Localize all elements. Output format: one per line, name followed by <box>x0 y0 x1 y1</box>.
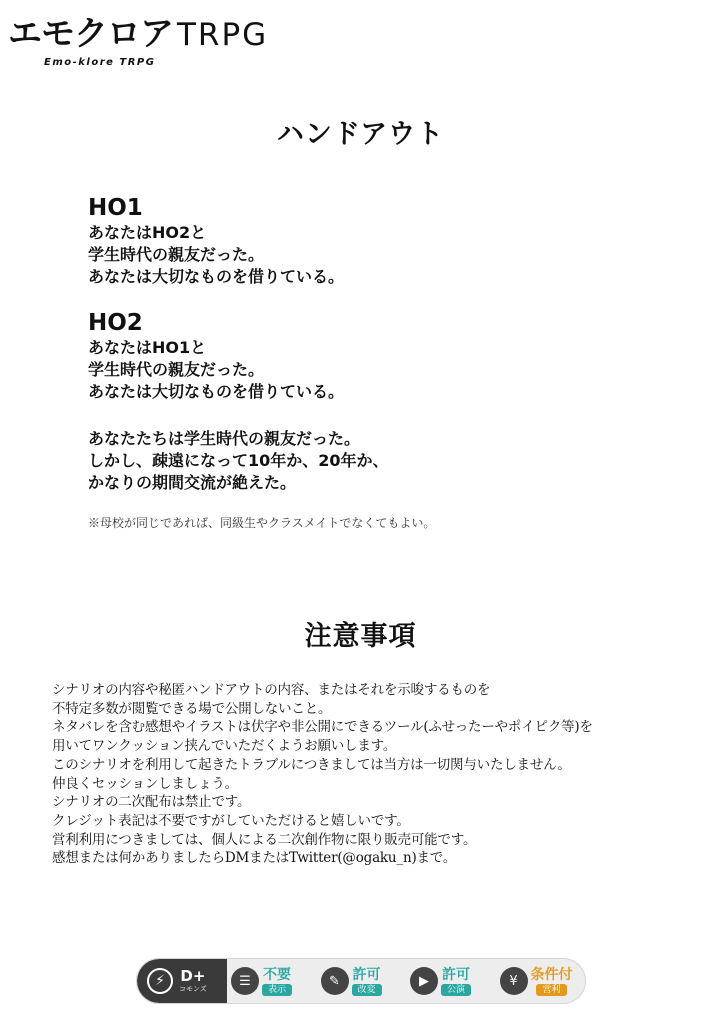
license-modify <box>317 959 407 1003</box>
logo-subtitle: Emo-klore TRPG <box>44 57 156 68</box>
license-perform-label: 公演 <box>441 984 471 996</box>
license-credit <box>227 959 317 1003</box>
handout-title: ハンドアウト <box>276 119 445 150</box>
license-name: D+ <box>180 967 206 985</box>
caution-line: 営利利用につきましては、個人による二次創作物に限り販売可能です。 <box>52 831 477 848</box>
logo <box>8 14 269 70</box>
ho2-line: あなたはHO1と <box>88 338 207 357</box>
shared-line: あなたたちは学生時代の親友だった。 <box>88 429 361 448</box>
license-commercial-status: 条件付 <box>530 966 573 983</box>
ho2-block <box>88 309 648 403</box>
license-sub: コモンズ <box>179 985 207 993</box>
ho2-line: あなたは大切なものを借りている。 <box>88 382 345 401</box>
license-modify-status: 許可 <box>352 966 381 983</box>
lightning-icon: ⚡ <box>147 968 173 994</box>
license-credit-status: 不要 <box>263 966 291 983</box>
license-commercial-label: 営利 <box>536 984 566 996</box>
dplus-commons-mark <box>137 959 227 1003</box>
ho1-line: 学生時代の親友だった。 <box>88 245 265 264</box>
caution-line: クレジット表記は不要ですがしていただけると嬉しいです。 <box>52 812 410 829</box>
coins-icon: ¥ <box>500 967 528 995</box>
license-perform-status: 許可 <box>442 966 470 983</box>
caution-line: 用いてワンクッション挟んでいただくようお願いします。 <box>52 738 397 755</box>
license-badge <box>136 958 586 1004</box>
caution-line: ネタバレを含む感想やイラストは伏字や非公開にできるツール(ふせったーやポイピク等)を <box>52 719 593 736</box>
video-icon: ▶ <box>410 967 438 995</box>
caution-line: 仲良くセッションしましょう。 <box>52 775 238 792</box>
ho1-line: あなたは大切なものを借りている。 <box>88 267 345 286</box>
shared-line: しかし、疎遠になって10年か、20年か、 <box>88 451 389 470</box>
ho1-heading: HO1 <box>88 195 143 221</box>
license-modify-label: 改変 <box>352 984 382 996</box>
document-icon: ☰ <box>231 967 259 995</box>
shared-line: かなりの期間交流が絶えた。 <box>88 473 297 492</box>
caution-title: 注意事項 <box>304 621 417 652</box>
pen-icon: ✎ <box>321 967 349 995</box>
caution-line: このシナリオを利用して起きたトラブルにつきましては当方は一切関与いたしません。 <box>52 756 571 773</box>
shared-handout <box>88 428 648 494</box>
license-credit-label: 表示 <box>262 984 292 996</box>
ho1-line: あなたはHO2と <box>88 223 207 242</box>
ho1-block <box>88 194 648 288</box>
license-perform <box>406 959 496 1003</box>
caution-line: 不特定多数が閲覧できる場で公開しないこと。 <box>52 700 332 717</box>
ho2-heading: HO2 <box>88 310 143 336</box>
caution-list <box>52 681 702 868</box>
logo-trpg-text: TRPG <box>177 17 269 53</box>
ho2-line: 学生時代の親友だった。 <box>88 360 265 379</box>
license-commercial <box>496 959 586 1003</box>
caution-line: 感想または何かありましたらDMまたはTwitter(@ogaku_n)まで。 <box>52 850 457 867</box>
handout-note: ※母校が同じであれば、同級生やクラスメイトでなくてもよい。 <box>88 516 436 530</box>
logo-main-text: エモクロア <box>8 14 173 54</box>
caution-line: シナリオの二次配布は禁止です。 <box>52 794 251 811</box>
caution-line: シナリオの内容や秘匿ハンドアウトの内容、またはそれを示唆するものを <box>52 682 491 698</box>
